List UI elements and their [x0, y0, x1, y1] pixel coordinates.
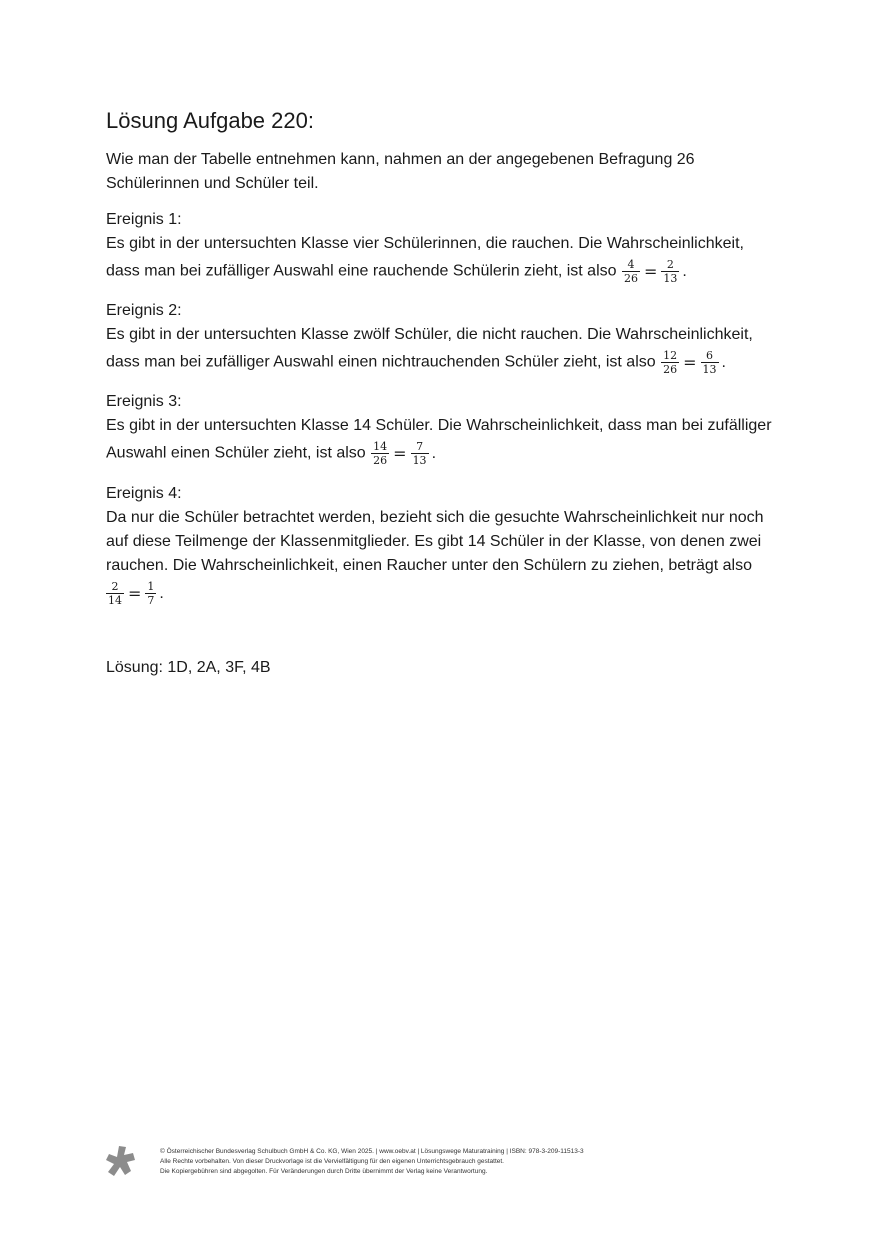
event-text-line: Da nur die Schüler betrachtet werden, bezieht sich die gesuchte Wahrscheinlichkeit nur noch — [106, 509, 764, 526]
solution-line: Lösung: 1D, 2A, 3F, 4B — [106, 659, 271, 676]
event-text-line: Es gibt in der untersuchten Klasse zwölf Schüler, die nicht rauchen. Die Wahrscheinlichkeit, — [106, 326, 753, 343]
equals-sign: = — [643, 261, 658, 281]
event-text-line: Es gibt in der untersuchten Klasse vier Schülerinnen, die rauchen. Die Wahrscheinlichkeit, — [106, 235, 744, 252]
fraction: $\frac{7}{13}$ — [412, 440, 427, 467]
fraction: $\frac{2}{14}$ — [108, 580, 122, 607]
fraction: $\frac{4}{26}$ — [623, 258, 638, 285]
event-text-line: Es gibt in der untersuchten Klasse 14 Schüler. Die Wahrscheinlichkeit, dass man bei zufälliger — [106, 417, 772, 434]
equals-sign: = — [393, 443, 407, 463]
fraction: $\frac{1}{7}$ — [147, 580, 155, 607]
event-4-section — [106, 482, 806, 607]
equals-sign: = — [683, 352, 697, 372]
page-title: Lösung Aufgabe 220: — [106, 108, 314, 133]
event-text: Auswahl einen Schüler zieht, ist also — [106, 444, 366, 462]
event-result-line — [106, 440, 806, 467]
fraction: $\frac{14}{26}$ — [373, 440, 388, 467]
intro-line: Wie man der Tabelle entnehmen kann, nahmen an der angegebenen Befragung 26 — [106, 151, 695, 168]
logo-shape — [106, 1146, 135, 1176]
period: . — [431, 444, 437, 462]
period: . — [159, 584, 164, 602]
event-text: dass man bei zufälliger Auswahl eine rauchende Schülerin zieht, ist also — [106, 262, 617, 280]
footer-line: Alle Rechte vorbehalten. Von dieser Druckvorlage ist die Vervielfältigung für den eigenen Unterrichtsgebrauch gestattet. — [160, 1158, 504, 1165]
event-title: Ereignis 2: — [106, 302, 182, 319]
footer-line: Die Kopiergebühren sind abgegolten. Für Veränderungen durch Dritte übernimmt der Verlag keine Verantwortung. — [160, 1168, 488, 1175]
event-result-line — [106, 258, 806, 285]
fraction: $\frac{12}{26}$ — [663, 349, 678, 376]
event-title: Ereignis 4: — [106, 485, 182, 502]
event-2-section — [106, 299, 806, 376]
event-text: dass man bei zufälliger Auswahl einen nichtrauchenden Schüler zieht, ist also — [106, 353, 656, 371]
fraction: $\frac{6}{13}$ — [702, 349, 717, 376]
event-1-section — [106, 208, 806, 285]
footer-line: © Österreichischer Bundesverlag Schulbuch GmbH & Co. KG, Wien 2025. | www.oebv.at | Lösungswege Maturatraining | ISBN: 978-3-209-11513-3 — [160, 1148, 584, 1155]
equals-sign: = — [128, 583, 142, 603]
intro-paragraph — [106, 148, 806, 196]
event-title: Ereignis 1: — [106, 211, 182, 228]
period: . — [721, 353, 726, 371]
event-text-line: auf diese Teilmenge der Klassenmitglieder. Es gibt 14 Schüler in der Klasse, von denen zwei — [106, 533, 762, 550]
intro-line: Schülerinnen und Schüler teil. — [106, 175, 319, 192]
fraction: $\frac{2}{13}$ — [663, 258, 678, 285]
copyright-text — [160, 1147, 584, 1177]
event-text-line: rauchen. Die Wahrscheinlichkeit, einen Raucher unter den Schülern zu ziehen, beträgt also — [106, 557, 752, 574]
period: . — [682, 262, 687, 280]
event-result-line — [106, 349, 806, 376]
publisher-logo-icon — [106, 1145, 136, 1177]
event-result-line — [106, 580, 806, 607]
event-3-section — [106, 390, 806, 467]
event-title: Ereignis 3: — [106, 393, 182, 410]
